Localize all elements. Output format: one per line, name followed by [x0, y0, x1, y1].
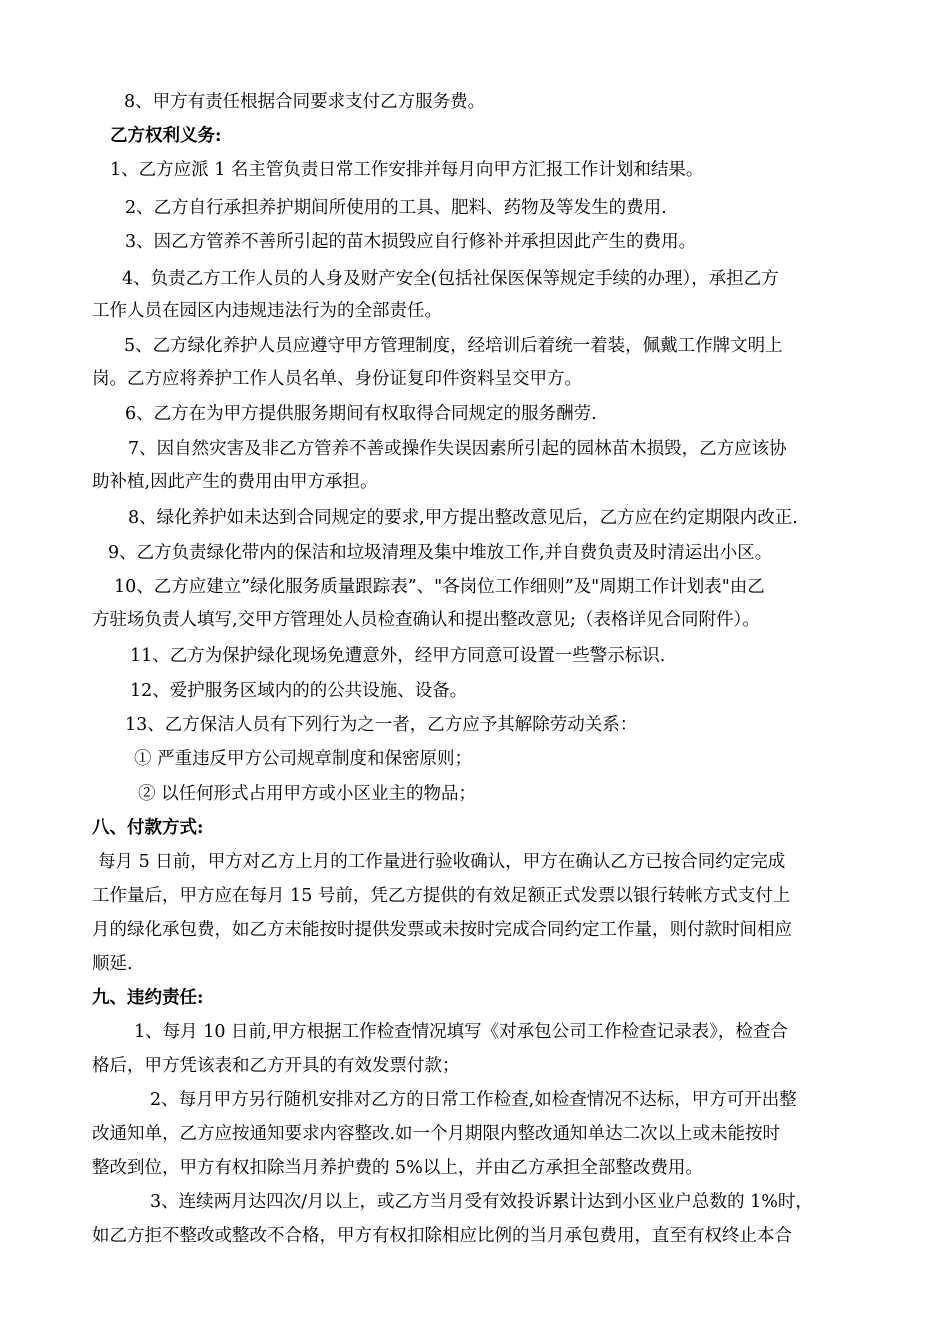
breach-clause-3-line-1: 3、连续两月达四次/月以上，或乙方当月受有效投诉累计达到小区业户总数的 1%时， — [150, 1192, 813, 1212]
party-b-clause-4-line-2: 工作人员在园区内违规违法行为的全部责任。 — [92, 301, 442, 321]
party-b-clause-3: 3、因乙方管养不善所引起的苗木损毁应自行修补并承担因此产生的费用。 — [125, 232, 697, 252]
payment-line-1: 每月 5 日前，甲方对乙方上月的工作量进行验收确认，甲方在确认乙方已按合同约定完成 — [98, 852, 786, 872]
payment-line-4: 顺延. — [92, 954, 133, 974]
payment-line-3: 月的绿化承包费，如乙方未能按时提供发票或未按时完成合同约定工作量，则付款时间相应 — [92, 920, 792, 940]
section-9-heading: 九、违约责任: — [92, 988, 204, 1008]
breach-clause-2-line-1: 2、每月甲方另行随机安排对乙方的日常工作检查,如检查情况不达标，甲方可开出整 — [150, 1090, 797, 1110]
party-b-clause-5-line-1: 5、乙方绿化养护人员应遵守甲方管理制度，经培训后着统一着装，佩戴工作牌文明上 — [124, 336, 783, 356]
party-b-clause-7-line-1: 7、因自然灾害及非乙方管养不善或操作失误因素所引起的园林苗木损毁，乙方应该协 — [128, 439, 787, 459]
party-b-clause-12: 12、爱护服务区域内的的公共设施、设备。 — [130, 681, 468, 701]
party-b-clause-5-line-2: 岗。乙方应将养护工作人员名单、身份证复印件资料呈交甲方。 — [92, 369, 582, 389]
party-b-clause-10-line-1: 10、乙方应建立”绿化服务质量跟踪表”、"各岗位工作细则”及"周期工作计划表"由乙 — [114, 577, 765, 597]
party-b-clause-9: 9、乙方负责绿化带内的保洁和垃圾清理及集中堆放工作,并自费负责及时清运出小区。 — [108, 543, 773, 563]
party-b-clause-7-line-2: 助补植,因此产生的费用由甲方承担。 — [92, 472, 378, 492]
breach-clause-1-line-1: 1、每月 10 日前,甲方根据工作检查情况填写《对承包公司工作检查记录表》，检查合 — [134, 1022, 788, 1042]
party-b-clause-4-line-1: 4、负责乙方工作人员的人身及财产安全(包括社保医保等规定手续的办理），承担乙方 — [122, 269, 779, 289]
party-b-clause-13: 13、乙方保洁人员有下列行为之一者，乙方应予其解除劳动关系： — [125, 715, 638, 735]
section-8-heading: 八、付款方式: — [92, 818, 204, 838]
party-b-clause-11: 11、乙方为保护绿化现场免遭意外，经甲方同意可设置一些警示标识. — [130, 646, 666, 666]
breach-clause-3-line-2: 如乙方拒不整改或整改不合格，甲方有权扣除相应比例的当月承包费用，直至有权终止本合 — [92, 1226, 792, 1246]
party-b-clause-6: 6、乙方在为甲方提供服务期间有权取得合同规定的服务酬劳. — [125, 404, 597, 424]
party-b-clause-1: 1、乙方应派 1 名主管负责日常工作安排并每月向甲方汇报工作计划和结果。 — [110, 160, 704, 180]
breach-clause-1-line-2: 格后，甲方凭该表和乙方开具的有效发票付款； — [92, 1056, 460, 1076]
party-b-rights-heading: 乙方权利义务: — [110, 126, 222, 146]
payment-line-2: 工作量后，甲方应在每月 15 号前，凭乙方提供的有效足额正式发票以银行转帐方式支付上 — [92, 886, 791, 906]
party-b-clause-8: 8、绿化养护如未达到合同规定的要求,甲方提出整改意见后，乙方应在约定期限内改正. — [128, 508, 798, 528]
party-b-clause-13-item-1: ① 严重违反甲方公司规章制度和保密原则； — [134, 749, 473, 769]
breach-clause-2-line-2: 改通知单，乙方应按通知要求内容整改.如一个月期限内整改通知单达二次以上或未能按时 — [92, 1124, 781, 1144]
breach-clause-2-line-3: 整改到位，甲方有权扣除当月养护费的 5%以上，并由乙方承担全部整改费用。 — [92, 1158, 703, 1178]
party-b-clause-13-item-2: ② 以任何形式占用甲方或小区业主的物品； — [138, 784, 477, 804]
party-b-clause-2: 2、乙方自行承担养护期间所使用的工具、肥料、药物及等发生的费用. — [125, 198, 667, 218]
party-b-clause-10-line-2: 方驻场负责人填写,交甲方管理处人员检查确认和提出整改意见;（表格详见合同附件）。 — [92, 610, 760, 630]
party-a-clause-8: 8、甲方有责任根据合同要求支付乙方服务费。 — [124, 92, 486, 112]
